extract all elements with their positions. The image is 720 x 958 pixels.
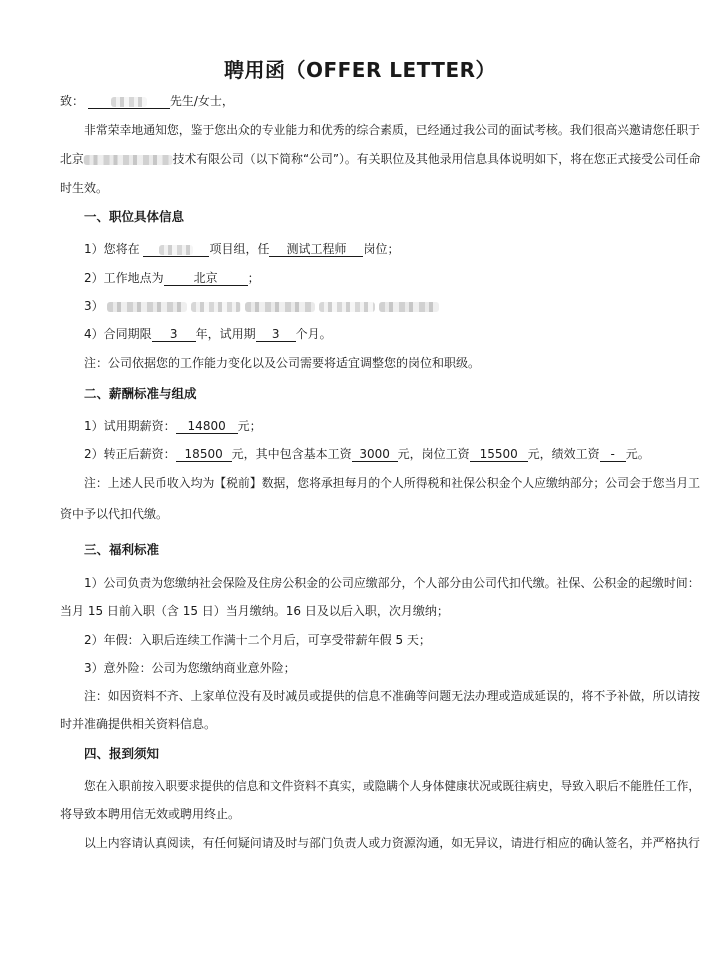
onboarding-para-1-line-1: 您在入职前按入职要求提供的信息和文件资料不真实，或隐瞒个人身体健康状况或既往病史，导致入职后不能胜任工作， (84, 779, 701, 793)
benefit-item-1-line-1: 1）公司负责为您缴纳社会保险及住房公积金的公司应缴部分，个人部分由公司代扣代缴。社保、公积金的起缴时间： (84, 576, 700, 590)
section-1-heading: 一、职位具体信息 (84, 209, 185, 224)
position-item-3 (84, 298, 439, 314)
work-location-field: 北京 (164, 271, 248, 286)
position-item-4 (84, 326, 332, 342)
benefit-item-1-line-2: 当月 15 日前入职（含 15 日）当月缴纳。16 日及以后入职，次月缴纳； (60, 604, 449, 618)
regular-salary-field: 18500 (176, 447, 232, 462)
salary-note-line-2: 资中予以代扣代缴。 (60, 507, 169, 521)
salary-item-1 (84, 418, 262, 434)
section-4-heading: 四、报到须知 (84, 746, 160, 761)
benefit-note-line-2: 时并准确提供相关资料信息。 (60, 717, 217, 731)
salary-item-2-text-a: 2）转正后薪资： (84, 447, 176, 461)
position-note: 注：公司依据您的工作能力变化以及公司需要将适宜调整您的岗位和职级。 (84, 356, 481, 370)
redacted-text-1 (107, 302, 187, 312)
position-item-1-text-c: 岗位； (363, 242, 400, 256)
onboarding-para-1-line-2: 将导致本聘用信无效或聘用终止。 (60, 807, 241, 821)
redacted-text-5 (379, 302, 439, 312)
salary-item-1-text-b: 元； (237, 419, 262, 433)
salary-item-2-text-b: 元，其中包含基本工资 (231, 447, 352, 461)
performance-salary-field: - (600, 447, 626, 462)
post-salary-field: 15500 (470, 447, 528, 462)
position-item-2 (84, 270, 260, 286)
greeting-suffix: 先生/女士， (169, 94, 234, 108)
onboarding-para-2-line-1: 以上内容请认真阅读，有任何疑问请及时与部门负责人或力资源沟通，如无异议，请进行相应的确认签名，并严格执行 (84, 836, 701, 850)
redacted-company-name (84, 155, 173, 165)
position-item-4-text-b: 年，试用期 (195, 327, 256, 341)
recipient-name-field (88, 94, 170, 109)
page-title: 聘用函（OFFER LETTER） (223, 58, 497, 82)
company-prefix: 北京 (60, 152, 84, 166)
greeting-line (60, 93, 234, 109)
role-field: 测试工程师 (269, 242, 363, 257)
salary-item-2-text-e: 元。 (625, 447, 650, 461)
position-item-1 (84, 241, 400, 257)
redacted-text-3 (245, 302, 315, 312)
salary-item-2-text-d: 元，绩效工资 (527, 447, 600, 461)
greeting-prefix: 致： (60, 94, 85, 108)
salary-item-1-text-a: 1）试用期薪资： (84, 419, 176, 433)
contract-years-field: 3 (152, 327, 196, 342)
position-item-2-text-b: ； (247, 271, 260, 285)
benefit-note-line-1: 注：如因资料不齐、上家单位没有及时减员或提供的信息不准确等问题无法办理或造成延误的，将不予补做，所以请按 (84, 689, 701, 703)
project-group-field (143, 242, 209, 257)
position-item-2-text-a: 2）工作地点为 (84, 271, 164, 285)
position-item-1-text-a: 1）您将在 (84, 242, 140, 256)
benefit-item-2: 2）年假：入职后连续工作满十二个月后，可享受带薪年假 5 天； (84, 633, 431, 647)
redacted-text-2 (191, 302, 241, 312)
benefit-item-3: 3）意外险：公司为您缴纳商业意外险； (84, 661, 296, 675)
base-salary-field: 3000 (352, 447, 398, 462)
redacted-name (111, 97, 147, 107)
position-item-4-text-a: 4）合同期限 (84, 327, 152, 341)
position-item-3-text: 3） (84, 299, 104, 313)
intro-line-3: 时生效。 (60, 181, 109, 195)
intro-line-2 (60, 151, 700, 167)
salary-item-2-text-c: 元，岗位工资 (397, 447, 470, 461)
probation-months-field: 3 (256, 327, 296, 342)
intro-line-2-rest: 技术有限公司（以下简称“公司”）。有关职位及其他录用信息具体说明如下，将在您正式接受公司任命 (172, 152, 701, 166)
redacted-project (159, 245, 193, 255)
position-item-1-text-b: 项目组，任 (209, 242, 270, 256)
section-3-heading: 三、福利标准 (84, 542, 160, 557)
section-2-heading: 二、薪酬标准与组成 (84, 386, 197, 401)
salary-note-line-1: 注：上述人民币收入均为【税前】数据，您将承担每月的个人所得税和社保公积金个人应缴纳部分；公司会于您当月工 (84, 476, 701, 490)
intro-line-1: 非常荣幸地通知您，鉴于您出众的专业能力和优秀的综合素质，已经通过我公司的面试考核。我们很高兴邀请您任职于 (84, 123, 701, 137)
position-item-4-text-c: 个月。 (295, 327, 332, 341)
redacted-text-4 (319, 302, 375, 312)
salary-item-2 (84, 446, 650, 462)
probation-salary-field: 14800 (176, 419, 238, 434)
